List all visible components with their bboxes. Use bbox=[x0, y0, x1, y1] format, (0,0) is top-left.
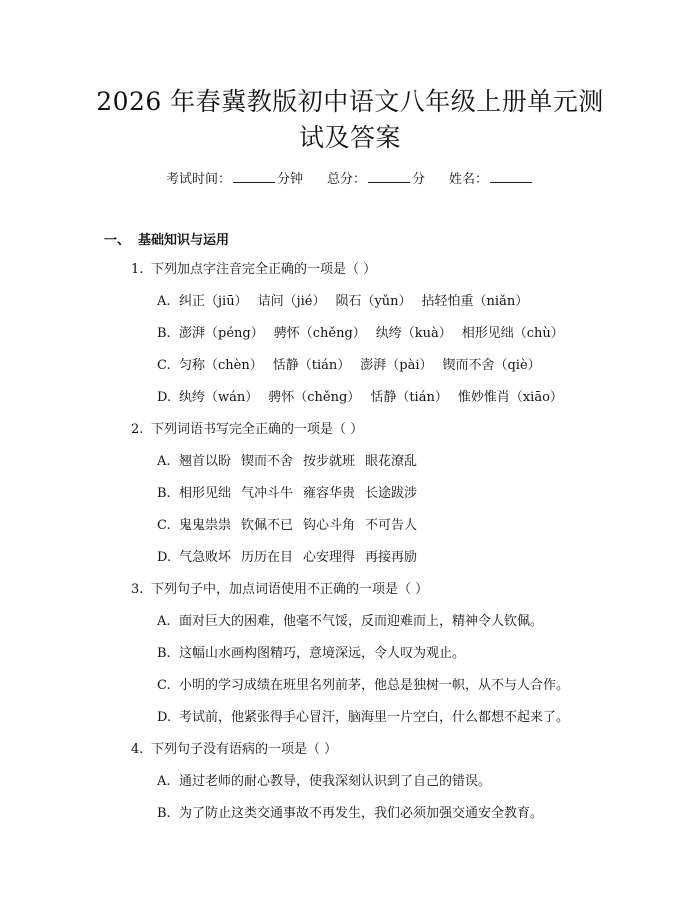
option-word: 惟妙惟肖（xiāo） bbox=[457, 390, 563, 405]
q3-option-b bbox=[157, 645, 465, 663]
option-letter: A. bbox=[157, 614, 171, 629]
name-label: 姓名： bbox=[449, 172, 489, 187]
section-number: 一、 bbox=[104, 233, 131, 248]
option-text: 面对巨大的困难，他毫不气馁，反而迎难而上，精神令人钦佩。 bbox=[179, 614, 544, 629]
q3-option-d bbox=[157, 709, 569, 727]
option-word: 锲而不舍 bbox=[241, 454, 294, 469]
time-unit: 分钟 bbox=[276, 172, 303, 187]
option-word: 骋怀（chěng） bbox=[268, 390, 361, 405]
option-word: 纠正（jiū） bbox=[179, 294, 248, 309]
question-1 bbox=[131, 261, 376, 279]
option-text: 小明的学习成绩在班里名列前茅，他总是独树一帜，从不与人合作。 bbox=[179, 678, 570, 693]
option-word: 心安理得 bbox=[303, 550, 356, 565]
question-3 bbox=[131, 581, 428, 599]
option-letter: B. bbox=[157, 326, 171, 341]
q2-option-d bbox=[157, 549, 427, 567]
q1-option-d bbox=[157, 389, 573, 407]
option-letter: B. bbox=[157, 486, 171, 501]
question-2 bbox=[131, 421, 363, 439]
option-word: 眼花潦乱 bbox=[365, 454, 418, 469]
question-number: 4. bbox=[131, 742, 144, 757]
option-word: 纨绔（wán） bbox=[179, 390, 259, 405]
option-letter: A. bbox=[157, 294, 171, 309]
option-word: 恬静（tián） bbox=[370, 390, 448, 405]
option-word: 匀称（chèn） bbox=[179, 358, 263, 373]
question-number: 1. bbox=[131, 262, 144, 277]
option-word: 不可告人 bbox=[365, 518, 418, 533]
option-word: 长途跋涉 bbox=[365, 486, 418, 501]
option-word: 雍容华贵 bbox=[303, 486, 356, 501]
q3-option-a bbox=[157, 613, 543, 631]
option-word: 相形见绌（chù） bbox=[461, 326, 564, 341]
section-heading bbox=[104, 232, 229, 250]
option-word: 骋怀（chěng） bbox=[273, 326, 366, 341]
option-word: 钩心斗角 bbox=[303, 518, 356, 533]
question-4 bbox=[131, 741, 337, 759]
option-word: 恬静（tián） bbox=[272, 358, 351, 373]
score-unit: 分 bbox=[412, 172, 426, 187]
option-text: 这幅山水画构图精巧，意境深远，令人叹为观止。 bbox=[179, 646, 466, 661]
exam-meta-line bbox=[0, 170, 700, 189]
q1-option-c bbox=[157, 357, 551, 375]
section-title: 基础知识与运用 bbox=[138, 233, 230, 248]
option-word: 历历在目 bbox=[241, 550, 294, 565]
option-word: 诘问（jié） bbox=[257, 294, 326, 309]
option-letter: D. bbox=[157, 710, 172, 725]
option-word: 按步就班 bbox=[303, 454, 356, 469]
question-number: 2. bbox=[131, 422, 144, 437]
option-word: 纨绔（kuà） bbox=[375, 326, 452, 341]
option-letter: A. bbox=[157, 454, 171, 469]
option-word: 澎湃（péng） bbox=[179, 326, 264, 341]
option-text: 考试前，他紧张得手心冒汗，脑海里一片空白，什么都想不起来了。 bbox=[179, 710, 570, 725]
option-letter: C. bbox=[157, 678, 171, 693]
question-text: 下列加点字注音完全正确的一项是（ ） bbox=[151, 262, 377, 277]
question-text: 下列句子没有语病的一项是（ ） bbox=[151, 742, 338, 757]
q2-option-a bbox=[157, 453, 427, 471]
score-blank bbox=[368, 170, 410, 183]
option-letter: C. bbox=[157, 358, 171, 373]
name-blank bbox=[490, 170, 532, 183]
option-letter: A. bbox=[157, 774, 171, 789]
option-word: 拈轻怕重（niǎn） bbox=[421, 294, 529, 309]
option-word: 翘首以盼 bbox=[179, 454, 232, 469]
option-word: 鬼鬼祟祟 bbox=[179, 518, 232, 533]
q1-option-a bbox=[157, 293, 538, 311]
option-word: 气急败坏 bbox=[179, 550, 232, 565]
option-word: 气冲斗牛 bbox=[241, 486, 294, 501]
option-word: 锲而不舍（qiè） bbox=[442, 358, 541, 373]
q4-option-b bbox=[157, 805, 543, 823]
q2-option-c bbox=[157, 517, 427, 535]
option-word: 钦佩不已 bbox=[241, 518, 294, 533]
q2-option-b bbox=[157, 485, 427, 503]
option-letter: B. bbox=[157, 646, 171, 661]
option-word: 再接再励 bbox=[365, 550, 418, 565]
q3-option-c bbox=[157, 677, 569, 695]
question-number: 3. bbox=[131, 582, 144, 597]
option-text: 通过老师的耐心教导，使我深刻认识到了自己的错误。 bbox=[179, 774, 492, 789]
option-letter: B. bbox=[157, 806, 171, 821]
option-word: 相形见绌 bbox=[179, 486, 232, 501]
doc-title-line-1: 2026 年春冀教版初中语文八年级上册单元测 bbox=[96, 87, 604, 116]
q4-option-a bbox=[157, 773, 491, 791]
option-word: 澎湃（pài） bbox=[360, 358, 433, 373]
score-label: 总分： bbox=[326, 172, 366, 187]
time-label: 考试时间： bbox=[165, 172, 231, 187]
question-text: 下列词语书写完全正确的一项是（ ） bbox=[151, 422, 364, 437]
option-letter: D. bbox=[157, 550, 172, 565]
time-blank bbox=[233, 170, 275, 183]
option-text: 为了防止这类交通事故不再发生，我们必须加强交通安全教育。 bbox=[179, 806, 544, 821]
q1-option-b bbox=[157, 325, 574, 343]
option-letter: C. bbox=[157, 518, 171, 533]
option-word: 陨石（yǔn） bbox=[335, 294, 412, 309]
question-text: 下列句子中，加点词语使用不正确的一项是（ ） bbox=[151, 582, 429, 597]
option-letter: D. bbox=[157, 390, 172, 405]
doc-title-line-2: 试及答案 bbox=[298, 123, 401, 152]
